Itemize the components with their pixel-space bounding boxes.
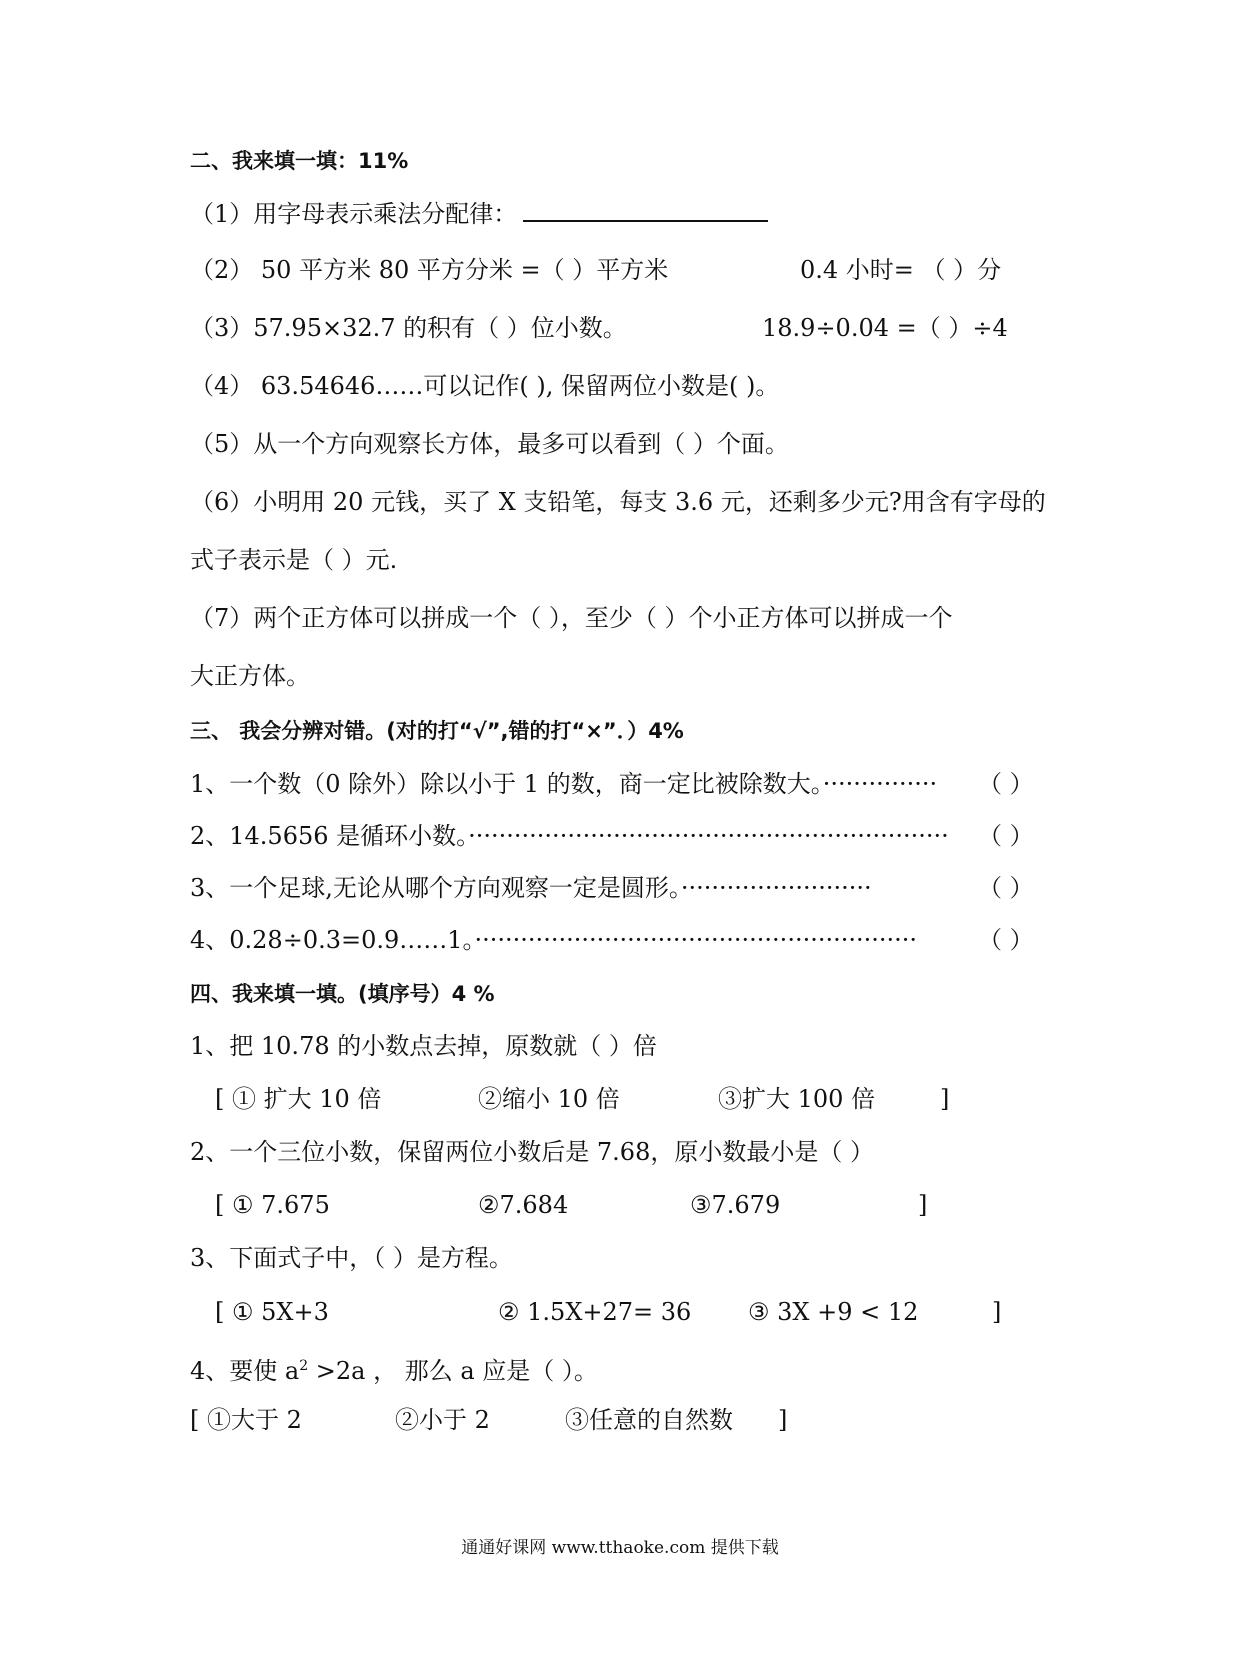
choice-option: [ ① 7.675: [215, 1191, 330, 1219]
choice-option: ]: [778, 1406, 788, 1434]
choice-option: [ ① 5X+3: [215, 1298, 329, 1326]
judge-item: 4、0.28÷0.3=0.9……1。··························································: [190, 926, 918, 954]
choice-option: ③任意的自然数: [565, 1406, 733, 1434]
question-2-6a: （6）小明用 20 元钱，买了 X 支铅笔，每支 3.6 元，还剩多少元?用含有字母的: [190, 488, 1046, 516]
choice-option: [ ①大于 2: [190, 1406, 302, 1434]
choice-question-3: 3、下面式子中，（ ）是方程。: [190, 1244, 513, 1272]
choice-option: ③7.679: [690, 1191, 781, 1219]
judge-item: 3、一个足球,无论从哪个方向观察一定是圆形。·························: [190, 874, 872, 902]
question-2-3a: （3）57.95×32.7 的积有（ ）位小数。: [190, 314, 627, 342]
choice-option: ③扩大 100 倍: [718, 1085, 876, 1113]
exponent: 2: [299, 1358, 309, 1374]
judge-answer-paren: （ ）: [978, 926, 1034, 954]
question-2-1: [190, 198, 768, 230]
question-2-3b: 18.9÷0.04 =（ ）÷4: [762, 314, 1008, 342]
question-2-5: （5）从一个方向观察长方体，最多可以看到（ ）个面。: [190, 430, 789, 458]
footer-source: 通通好课网 www.tthaoke.com 提供下载: [461, 1538, 779, 1558]
choice-question-2: 2、一个三位小数，保留两位小数后是 7.68，原小数最小是（ ）: [190, 1138, 874, 1166]
choice-option: ]: [940, 1085, 950, 1113]
section-4-heading: 四、我来填一填。(填序号）4 %: [190, 982, 495, 1006]
question-text: >2a ， 那么 a 应是（ ）。: [308, 1357, 598, 1385]
choice-option: ② 1.5X+27= 36: [498, 1298, 692, 1326]
question-2-6b: 式子表示是（ ）元.: [190, 546, 398, 574]
choice-option: ②7.684: [478, 1191, 569, 1219]
section-3-heading: 三、 我会分辨对错。(对的打“√”,错的打“×”．）4%: [190, 719, 684, 743]
choice-option: ③ 3X +9 < 12: [748, 1298, 919, 1326]
choice-option: ②缩小 10 倍: [478, 1085, 620, 1113]
question-2-2b: 0.4 小时= （ ）分: [800, 256, 1002, 284]
answer-blank-line: [523, 202, 768, 222]
question-text: 4、要使 a: [190, 1357, 300, 1385]
judge-item: 1、一个数（0 除外）除以小于 1 的数，商一定比被除数大。···············: [190, 770, 938, 798]
choice-option: ②小于 2: [395, 1406, 490, 1434]
choice-option: ]: [918, 1191, 928, 1219]
section-2-heading: 二、我来填一填：11%: [190, 149, 409, 173]
choice-question-4: [190, 1350, 598, 1387]
question-2-7a: （7）两个正方体可以拼成一个（ ），至少（ ）个小正方体可以拼成一个: [190, 604, 953, 632]
judge-answer-paren: （ ）: [978, 874, 1034, 902]
judge-answer-paren: （ ）: [978, 770, 1034, 798]
choice-option: [ ① 扩大 10 倍: [215, 1085, 382, 1113]
question-2-2a: （2） 50 平方米 80 平方分米 =（ ）平方米: [190, 256, 669, 284]
choice-option: ]: [992, 1298, 1002, 1326]
question-text: （1）用字母表示乘法分配律：: [190, 200, 518, 228]
question-2-4: （4） 63.54646……可以记作( ), 保留两位小数是( )。: [190, 372, 780, 400]
choice-question-1: 1、把 10.78 的小数点去掉，原数就（ ）倍: [190, 1032, 657, 1060]
judge-item: 2、14.5656 是循环小数。·······························································: [190, 822, 949, 850]
judge-answer-paren: （ ）: [978, 822, 1034, 850]
question-2-7b: 大正方体。: [190, 662, 310, 690]
